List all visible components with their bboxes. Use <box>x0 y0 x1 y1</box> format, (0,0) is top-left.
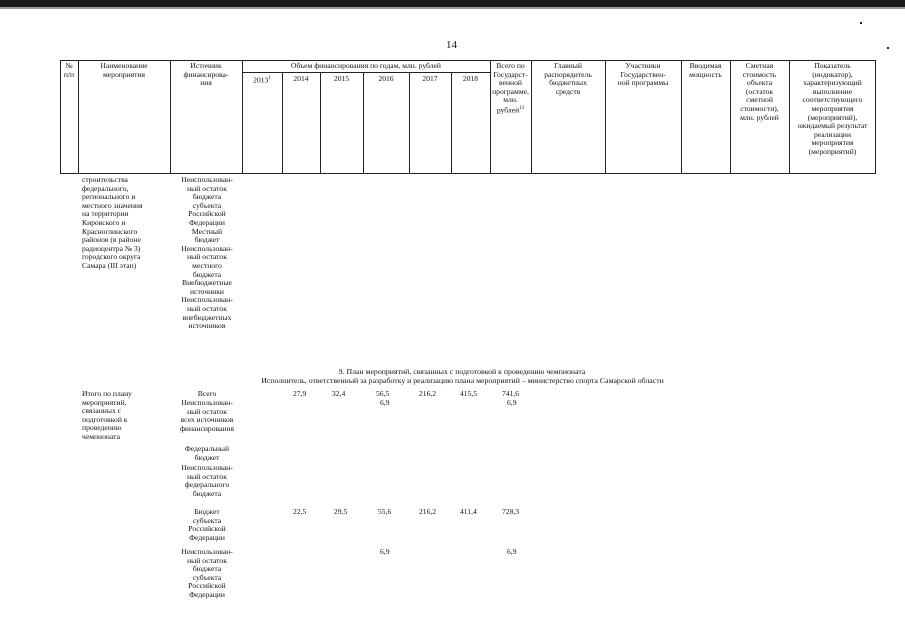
value-2014: 27,9 <box>293 389 307 398</box>
continuation-sources: Неиспользован- ный остаток бюджета субъекта Российской Федерации Местный бюджет Неиспользован- ный остаток местного бюджета Внебюджетные источники Неиспользован- ный остаток внебюджетных источников <box>181 175 233 331</box>
page-number: 14 <box>446 39 457 51</box>
source-label: Неиспользован- ный остаток федерального бюджета <box>181 463 233 498</box>
value-total: 741,6 <box>502 389 520 398</box>
header-year-2018: 2018 <box>462 74 479 83</box>
value-2015: 32,4 <box>332 389 346 398</box>
col-divider <box>363 72 364 174</box>
header-year-2014: 2014 <box>293 74 309 83</box>
scan-speck <box>860 22 862 24</box>
value-2017: 216,2 <box>419 389 437 398</box>
total-row-name: Итого по плану мероприятий, связанных с подготовкой к проведению чемпионата <box>82 389 132 441</box>
header-indicator: Показатель (индикатор), характеризующий выполнение соответствующего мероприятия (мероприятий), ожидаемый результат реализации мероприятия (мероприятий) <box>797 61 868 156</box>
col-divider <box>451 72 452 174</box>
header-year-2016: 2016 <box>378 74 394 83</box>
header-year-2017: 2017 <box>422 74 438 83</box>
col-divider <box>409 72 410 174</box>
header-number: № п/п <box>63 61 75 79</box>
section-executor: Исполнитель, ответственный за разработку и реализацию плана мероприятий – министерство спорта Самарской области <box>261 376 664 385</box>
header-year-2013: 2013$^1$ <box>253 75 271 85</box>
scan-top-border <box>0 0 905 7</box>
col-divider <box>282 72 283 174</box>
scan-top-shadow <box>0 7 905 9</box>
source-label: Всего <box>197 389 217 398</box>
value-2016: 6,9 <box>380 547 390 556</box>
source-label: Бюджет субъекта Российской Федерации <box>188 507 226 542</box>
source-label: Неиспользован- ный остаток бюджета субъекта Российской Федерации <box>181 547 233 599</box>
value-2016: 6,9 <box>380 398 390 407</box>
value-2018: 415,5 <box>460 389 478 398</box>
header-year-2015: 2015 <box>333 74 350 83</box>
value-2016: 55,6 <box>378 507 392 516</box>
value-2016: 56,5 <box>376 389 390 398</box>
header-participants: Участники Государствен- ной программы <box>617 61 669 88</box>
header-name: Наименование мероприятия <box>100 61 148 79</box>
years-divider <box>242 72 490 73</box>
value-total: 728,3 <box>502 507 520 516</box>
value-2018: 411,4 <box>460 507 477 516</box>
source-label: Федеральный бюджет <box>184 444 230 462</box>
header-capacity: Вводимая мощность <box>689 61 722 79</box>
value-2015: 29,5 <box>334 507 348 516</box>
value-total: 6,9 <box>507 547 517 556</box>
source-label: Неиспользован- ный остаток всех источников финансирования <box>180 398 234 433</box>
scan-speck <box>887 47 889 49</box>
header-source: Источник финансирова- ния <box>183 61 229 88</box>
section-title: 9. План мероприятий, связанных с подготовкой к проведению чемпионата <box>338 367 586 376</box>
header-estimated-cost: Сметная стоимость объекта (остаток сметной стоимости), млн. рублей <box>740 61 779 122</box>
header-total: Всего по Государст- венной программе, млн. рублей$^{13}$ <box>492 61 529 115</box>
col-divider <box>320 72 321 174</box>
value-2017: 216,2 <box>419 507 437 516</box>
continuation-name: строительства федерального, регионального и местного значения на территории Кировского и Красноглинского районов (в районе радиоцентра № 3) городского округа Самара (III этап) <box>82 175 143 270</box>
value-total: 6,9 <box>507 398 517 407</box>
value-2014: 22,5 <box>293 507 307 516</box>
header-main-manager: Главный распорядитель бюджетных средств <box>544 61 592 96</box>
header-volume: Объем финансирования по годам, млн. рублей <box>291 61 441 70</box>
